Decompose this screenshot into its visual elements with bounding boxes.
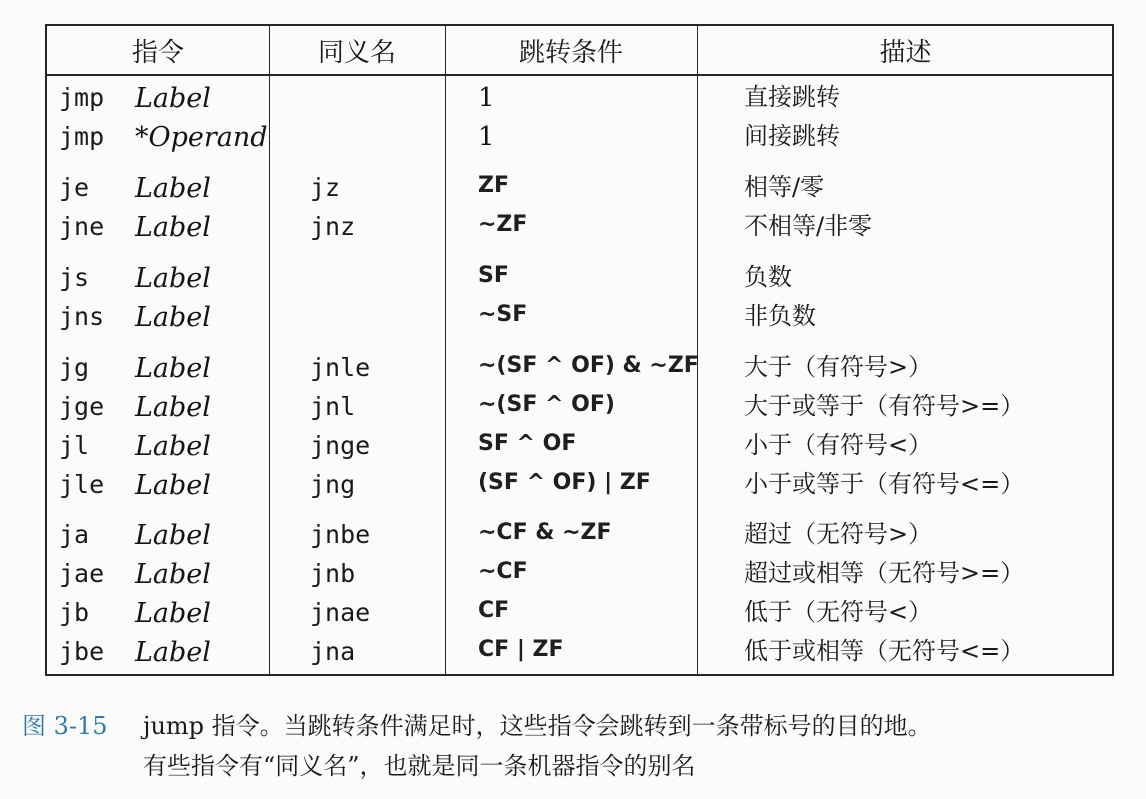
header-condition: 跳转条件: [518, 37, 623, 68]
description-cell: 间接跳转: [744, 122, 840, 150]
instruction-cell: jbe: [59, 637, 105, 666]
description-cell: 直接跳转: [744, 83, 840, 111]
condition-cell: 1: [478, 122, 495, 152]
column-divider: [697, 26, 698, 674]
synonym-cell: jna: [310, 637, 356, 666]
condition-cell: SF ^ OF: [478, 431, 577, 456]
synonym-cell: jnb: [310, 559, 356, 588]
condition-cell: CF | ZF: [478, 637, 564, 662]
synonym-cell: jng: [310, 470, 356, 499]
description-cell: 大于（有符号>）: [744, 353, 933, 381]
operand-cell: Label: [135, 263, 211, 294]
synonym-cell: jz: [310, 173, 341, 202]
condition-cell: ~CF & ~ZF: [478, 520, 612, 545]
condition-cell: 1: [478, 83, 495, 113]
header-description: 描述: [879, 37, 932, 68]
operand-cell: Label: [135, 598, 211, 629]
description-cell: 非负数: [744, 302, 816, 330]
instruction-cell: js: [59, 263, 90, 292]
operand-cell: Label: [135, 392, 211, 423]
condition-cell: SF: [478, 263, 509, 288]
header-instruction: 指令: [131, 37, 184, 68]
operand-cell: Label: [135, 302, 211, 333]
instruction-cell: jne: [59, 212, 105, 241]
synonym-cell: jnz: [310, 212, 356, 241]
operand-cell: Label: [135, 559, 211, 590]
description-cell: 低于或相等（无符号<=）: [744, 637, 1025, 665]
synonym-cell: jnge: [310, 431, 371, 460]
synonym-cell: jnle: [310, 353, 371, 382]
column-divider: [269, 26, 270, 674]
description-cell: 相等/零: [744, 173, 825, 201]
condition-cell: ~(SF ^ OF): [478, 392, 615, 417]
instruction-cell: jb: [59, 598, 90, 627]
instruction-cell: jl: [59, 431, 90, 460]
instruction-cell: jge: [59, 392, 105, 421]
operand-cell: Label: [135, 637, 211, 668]
description-cell: 负数: [744, 263, 792, 291]
condition-cell: ~SF: [478, 302, 528, 327]
operand-cell: Label: [135, 173, 211, 204]
caption-line-2: 有些指令有“同义名”，也就是同一条机器指令的别名: [143, 752, 696, 780]
header-synonym: 同义名: [317, 37, 396, 68]
condition-cell: ~CF: [478, 559, 528, 584]
condition-cell: ~ZF: [478, 212, 528, 237]
operand-cell: Label: [135, 83, 211, 114]
caption-line-1: jump 指令。当跳转条件满足时，这些指令会跳转到一条带标号的目的地。: [143, 712, 932, 740]
condition-cell: (SF ^ OF) | ZF: [478, 470, 651, 495]
operand-cell: *Operand: [135, 122, 268, 153]
figure-number: 图 3-15: [22, 712, 108, 740]
synonym-cell: jnae: [310, 598, 371, 627]
description-cell: 超过或相等（无符号>=）: [744, 559, 1025, 587]
instruction-cell: jae: [59, 559, 105, 588]
synonym-cell: jnbe: [310, 520, 371, 549]
condition-cell: CF: [478, 598, 510, 623]
instruction-cell: ja: [59, 520, 90, 549]
synonym-cell: jnl: [310, 392, 356, 421]
instruction-cell: jmp: [59, 122, 105, 151]
description-cell: 小于或等于（有符号<=）: [744, 470, 1025, 498]
description-cell: 大于或等于（有符号>=）: [744, 392, 1025, 420]
header-rule: [47, 74, 1112, 76]
description-cell: 小于（有符号<）: [744, 431, 933, 459]
description-cell: 超过（无符号>）: [744, 520, 933, 548]
condition-cell: ZF: [478, 173, 509, 198]
operand-cell: Label: [135, 431, 211, 462]
instruction-cell: jg: [59, 353, 90, 382]
instruction-cell: jns: [59, 302, 105, 331]
instruction-cell: je: [59, 173, 90, 202]
instruction-cell: jle: [59, 470, 105, 499]
operand-cell: Label: [135, 212, 211, 243]
operand-cell: Label: [135, 520, 211, 551]
instruction-cell: jmp: [59, 83, 105, 112]
description-cell: 低于（无符号<）: [744, 598, 933, 626]
operand-cell: Label: [135, 470, 211, 501]
jump-instructions-table: [45, 24, 1114, 676]
operand-cell: Label: [135, 353, 211, 384]
description-cell: 不相等/非零: [744, 212, 873, 240]
column-divider: [445, 26, 446, 674]
condition-cell: ~(SF ^ OF) & ~ZF: [478, 353, 699, 378]
